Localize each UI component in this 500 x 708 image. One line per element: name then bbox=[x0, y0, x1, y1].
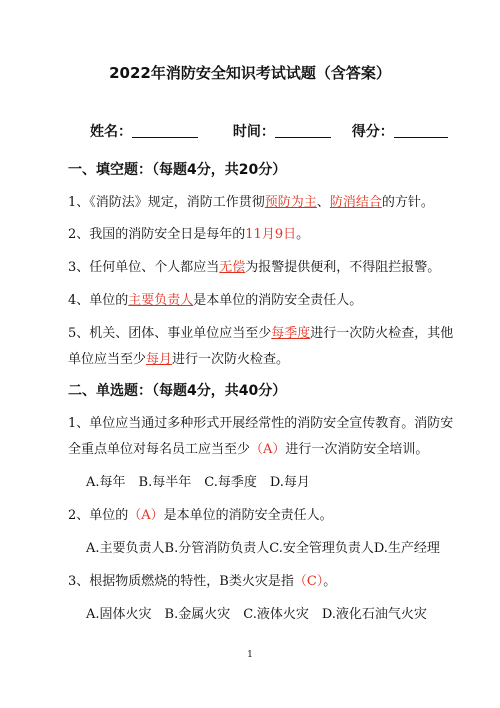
answer: 每季度 bbox=[271, 326, 311, 341]
section1-heading: 一、填空题：（每题4分，共20分） bbox=[68, 162, 287, 178]
name-label: 姓名： bbox=[90, 124, 132, 140]
section1-q5-line1: 5、机关、团体、事业单位应当至少每季度进行一次防火检查，其他 bbox=[68, 326, 454, 341]
info-row bbox=[90, 121, 430, 141]
time-field bbox=[233, 121, 331, 141]
answer: 防消结合 bbox=[329, 195, 382, 210]
name-blank bbox=[132, 125, 198, 138]
time-label: 时间： bbox=[232, 124, 275, 140]
score-field bbox=[352, 121, 448, 141]
section1-q4: 4、单位的主要负责人是本单位的消防安全责任人。 bbox=[68, 293, 363, 308]
section1-q5-line2: 单位应当至少每月进行一次防火检查。 bbox=[68, 352, 290, 367]
section2-q1-line1: 1、单位应当通过多种形式开展经常性的消防安全宣传教育。消防安 bbox=[68, 416, 454, 431]
section2-heading: 二、单选题：（每题4分，共40分） bbox=[68, 383, 287, 399]
section2-q3-options: A.固体火灾 B.金属火灾 C.液体火灾 D.液化石油气火灾 bbox=[86, 607, 427, 622]
answer: 无偿 bbox=[219, 260, 246, 275]
page-title: 2022年消防安全知识考试试题（含答案） bbox=[109, 64, 391, 82]
answer: 主要负责人 bbox=[128, 293, 194, 308]
section2-q1-options: A.每年 B.每半年 C.每季度 D.每月 bbox=[86, 475, 310, 490]
section2-q1-line2: 全重点单位对每名员工应当至少（A）进行一次消防安全培训。 bbox=[68, 442, 429, 457]
section1-q3: 3、任何单位、个人都应当无偿为报警提供便利，不得阻拦报警。 bbox=[68, 260, 441, 275]
answer: 每月 bbox=[146, 352, 173, 367]
answer: 11月9日 bbox=[245, 227, 297, 242]
section1-q1: 1、《消防法》规定，消防工作贯彻预防为主、防消结合的方针。 bbox=[68, 195, 434, 210]
score-blank bbox=[394, 125, 448, 138]
answer: （C） bbox=[293, 574, 324, 589]
section2-q2-options: A.主要负责人B.分管消防负责人C.安全管理负责人D.生产经理 bbox=[86, 541, 440, 556]
section2-q2: 2、单位的（A）是本单位的消防安全责任人。 bbox=[68, 508, 333, 523]
answer: 预防为主 bbox=[264, 195, 317, 210]
time-blank bbox=[275, 125, 331, 138]
page-number: 1 bbox=[247, 650, 253, 660]
name-field bbox=[90, 121, 198, 141]
answer: （A） bbox=[250, 442, 286, 457]
section2-q3: 3、根据物质燃烧的特性，B类火灾是指（C）。 bbox=[68, 574, 337, 589]
section1-q2: 2、我国的消防安全日是每年的11月9日。 bbox=[68, 227, 310, 242]
score-label: 得分： bbox=[351, 124, 394, 140]
answer: （A） bbox=[128, 508, 164, 523]
